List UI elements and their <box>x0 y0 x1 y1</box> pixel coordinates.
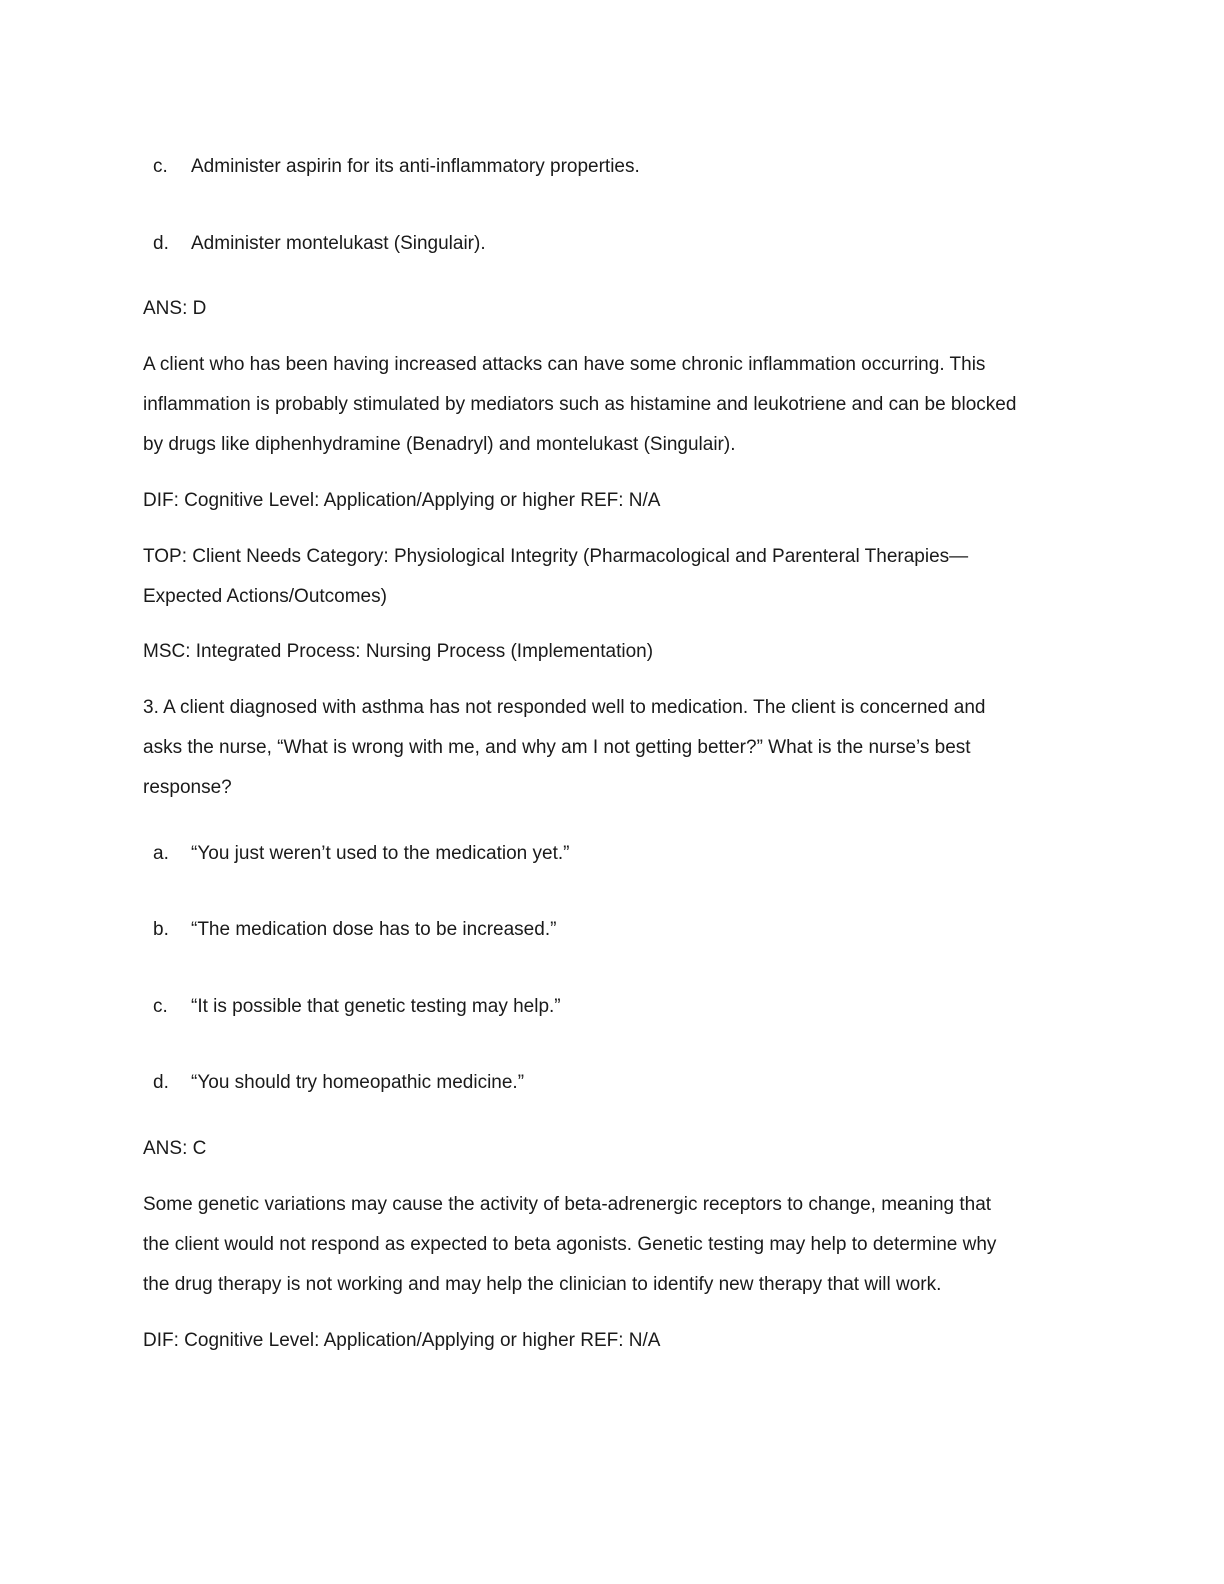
option-letter: a. <box>153 843 169 864</box>
rationale-line: by drugs like diphenhydramine (Benadryl) and montelukast (Singulair). <box>143 434 736 455</box>
option-text: Administer montelukast (Singulair). <box>191 233 486 254</box>
top-line: TOP: Client Needs Category: Physiological Integrity (Pharmacological and Parenteral Therapies— <box>143 546 969 567</box>
rationale-line: inflammation is probably stimulated by mediators such as histamine and leukotriene and can be blocked <box>143 394 1017 415</box>
option-letter: c. <box>153 156 168 177</box>
option-text: “You just weren’t used to the medication yet.” <box>191 843 570 864</box>
q2-top <box>143 537 1083 617</box>
option-letter: b. <box>153 919 169 940</box>
q3-answer: ANS: C <box>143 1138 207 1159</box>
stem-line: asks the nurse, “What is wrong with me, and why am I not getting better?” What is the nurse’s best <box>143 737 971 758</box>
option-text: “It is possible that genetic testing may help.” <box>191 996 561 1017</box>
stem-line: 3. A client diagnosed with asthma has not responded well to medication. The client is concerned and <box>143 697 986 718</box>
top-line: Expected Actions/Outcomes) <box>143 586 387 607</box>
q3-rationale <box>143 1185 1083 1305</box>
option-letter: d. <box>153 233 169 254</box>
q2-dif: DIF: Cognitive Level: Application/Applying or higher REF: N/A <box>143 490 661 511</box>
rationale-line: Some genetic variations may cause the activity of beta-adrenergic receptors to change, meaning that <box>143 1194 992 1215</box>
stem-line: response? <box>143 777 232 798</box>
rationale-line: A client who has been having increased attacks can have some chronic inflammation occurring. This <box>143 354 986 375</box>
q2-rationale <box>143 345 1083 465</box>
rationale-line: the client would not respond as expected to beta agonists. Genetic testing may help to determine why <box>143 1234 997 1255</box>
q2-msc: MSC: Integrated Process: Nursing Process (Implementation) <box>143 641 654 662</box>
q2-answer: ANS: D <box>143 298 207 319</box>
q3-stem <box>143 688 1083 808</box>
option-text: Administer aspirin for its anti-inflammatory properties. <box>191 156 640 177</box>
option-text: “The medication dose has to be increased.” <box>191 919 557 940</box>
option-letter: c. <box>153 996 168 1017</box>
q3-dif: DIF: Cognitive Level: Application/Applying or higher REF: N/A <box>143 1330 661 1351</box>
rationale-line: the drug therapy is not working and may help the clinician to identify new therapy that will work. <box>143 1274 942 1295</box>
option-letter: d. <box>153 1072 169 1093</box>
option-text: “You should try homeopathic medicine.” <box>191 1072 525 1093</box>
